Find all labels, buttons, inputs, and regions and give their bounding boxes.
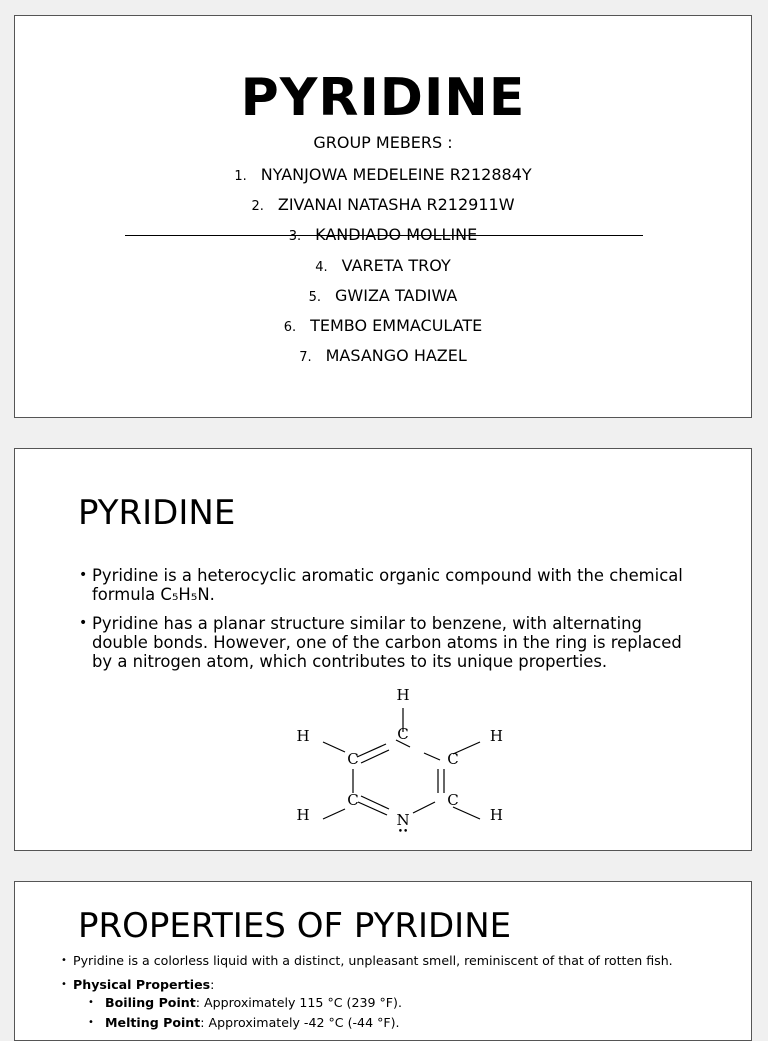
pyridine-structure-diagram: [275, 685, 505, 837]
bullet-list: [61, 952, 741, 1032]
bullet-text: Pyridine is a colorless liquid with a distinct, unpleasant smell, reminiscent of that of rotten fish.: [73, 953, 673, 968]
atom-label: H: [296, 806, 310, 824]
list-number: 1.: [234, 169, 247, 184]
list-item: [15, 311, 751, 341]
bullet-list: [79, 566, 699, 681]
members-list: [15, 160, 751, 371]
list-item: [15, 281, 751, 311]
list-item: [15, 160, 751, 190]
intro-slide: [14, 448, 752, 851]
list-item: [15, 251, 751, 281]
bullet-icon: •: [79, 567, 88, 583]
atom-label: H: [489, 806, 503, 824]
list-number: 7.: [299, 350, 312, 366]
member-name: MASANGO HAZEL: [325, 346, 467, 366]
members-heading: GROUP MEBERS :: [313, 133, 453, 152]
boiling-point-value: : Approximately 115 °C (239 °F).: [195, 995, 402, 1010]
slide-title: PROPERTIES OF PYRIDINE: [78, 906, 512, 946]
boiling-point-label: Boiling Point: [105, 995, 196, 1010]
bullet-icon: •: [79, 615, 88, 631]
list-item: [61, 952, 741, 969]
list-number: 3.: [288, 229, 302, 245]
list-item: [15, 341, 751, 371]
list-item: [61, 976, 741, 993]
bullet-text: Pyridine is a heterocyclic aromatic organic compound with the chemical formula C₅H₅N.: [92, 566, 683, 604]
member-name: ZIVANAI NATASHA R212911W: [277, 195, 515, 215]
atom-label: C: [447, 750, 459, 768]
title-slide: [14, 15, 752, 418]
lone-pair-icon: ••: [397, 827, 409, 837]
atom-label: C: [347, 791, 359, 809]
bullet-icon: •: [61, 979, 67, 990]
member-name: VARETA TROY: [341, 255, 451, 275]
slide-title: PYRIDINE: [240, 68, 526, 128]
atom-label: H: [396, 686, 410, 704]
label-colon: :: [210, 977, 215, 992]
list-number: 6.: [283, 319, 297, 335]
atom-label: C: [347, 750, 359, 768]
member-name: TEMBO EMMACULATE: [310, 315, 483, 335]
atom-label: H: [489, 727, 503, 745]
member-name: GWIZA TADIWA: [335, 285, 458, 305]
melting-point-value: : Approximately -42 °C (-44 °F).: [200, 1014, 400, 1030]
atom-label: C: [397, 725, 409, 743]
list-item: [79, 614, 699, 671]
properties-slide: [14, 881, 752, 1041]
member-name: NYANJOWA MEDELEINE R212884Y: [260, 165, 532, 184]
list-item: [61, 993, 741, 1013]
bullet-icon: •: [88, 1016, 94, 1028]
member-name: KANDIADO MOLLINE: [315, 225, 478, 245]
list-number: 4.: [315, 259, 328, 275]
physical-properties-label: Physical Properties: [73, 977, 211, 992]
atom-label: C: [447, 791, 459, 809]
bullet-icon: •: [88, 997, 94, 1008]
list-item: [15, 190, 751, 220]
bullet-icon: •: [61, 955, 67, 966]
list-item: [61, 1013, 741, 1033]
melting-point-label: Melting Point: [105, 1014, 201, 1030]
list-number: 2.: [251, 199, 264, 215]
slide-title: PYRIDINE: [78, 493, 236, 533]
list-number: 5.: [308, 289, 322, 305]
divider-line: [125, 235, 643, 236]
list-item: [79, 566, 699, 604]
atom-label: N: [396, 811, 410, 829]
bullet-text: Pyridine has a planar structure similar to benzene, with alternating double bonds. However, one of the carbon atoms in the ring is replaced by a nitrogen atom, which contributes to its unique properties.: [92, 614, 682, 671]
atom-label: H: [296, 727, 310, 745]
